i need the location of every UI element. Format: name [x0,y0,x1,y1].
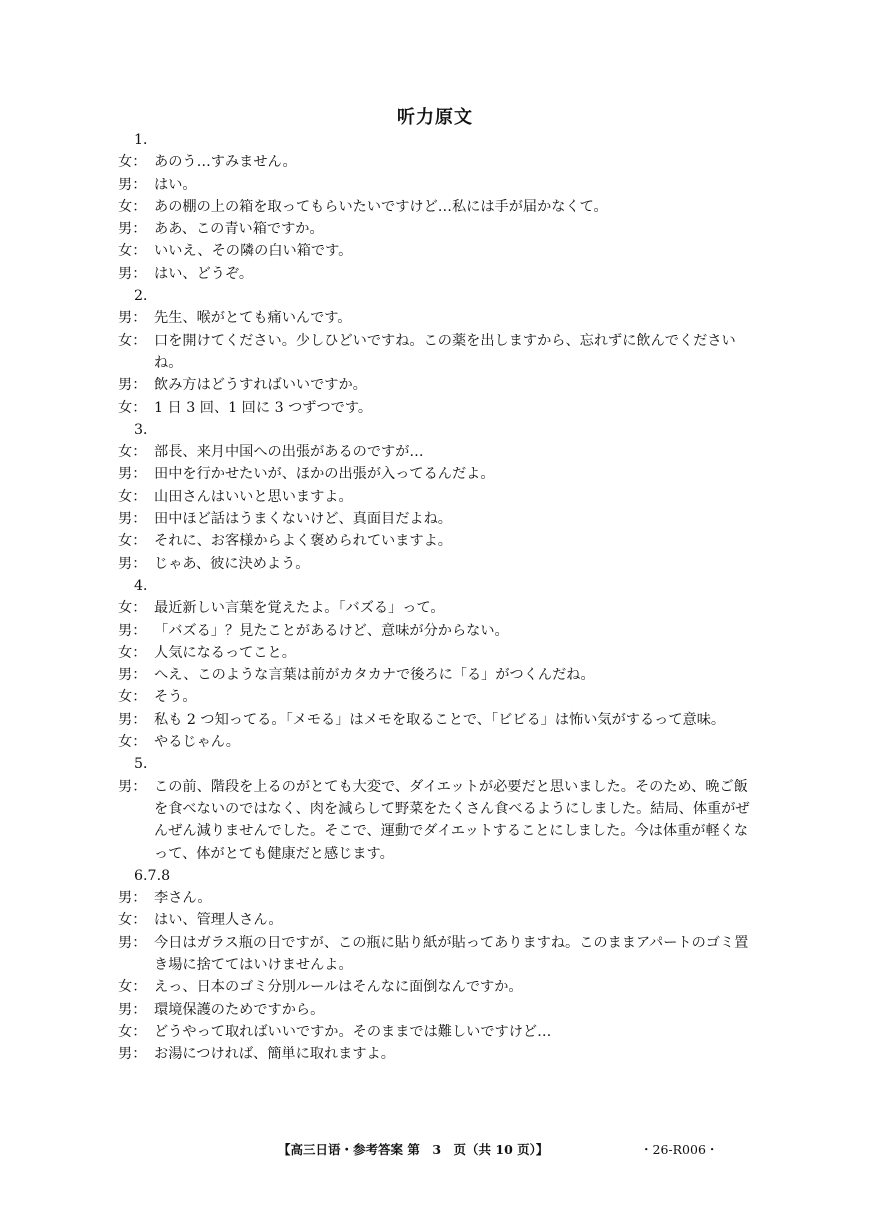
speaker-label: 女： [118,1023,147,1040]
speaker-label: 男： [118,221,147,238]
dialogue-line [118,151,750,173]
speaker-label: 男： [118,377,147,394]
transcript-body [118,129,750,1065]
dialogue-text: 山田さんはいいと思いますよ。 [154,488,353,505]
dialogue-line [118,620,750,642]
speaker-label: 男： [118,511,147,528]
dialogue-line [118,597,750,619]
speaker-label: 男： [118,890,147,907]
dialogue-text: えっ、日本のゴミ分別ルールはそんなに面倒なんですか。 [154,979,523,996]
speaker-label: 男： [118,265,147,282]
speaker-label: 女： [118,198,147,215]
dialogue-text: 飲み方はどうすればいいですか。 [154,377,367,394]
dialogue-line [118,731,750,753]
dialogue-text: 田中を行かせたいが、ほかの出張が入ってるんだよ。 [154,466,495,483]
speaker-label: 女： [118,644,147,661]
dialogue-text: 部長、来月中国への出張があるのですが… [154,444,424,461]
dialogue-text: 私も 2 つ知ってる。「メモる」はメモを取ることで、「ビビる」は怖い気がするって意味。 [154,711,726,728]
speaker-label: 男： [118,934,147,951]
dialogue-text: あの棚の上の箱を取ってもらいたいですけど…私には手が届かなくて。 [154,198,608,215]
speaker-label: 男： [118,176,147,193]
dialogue-text: あのう…すみません。 [154,154,297,171]
speaker-label: 男： [118,555,147,572]
dialogue-line [118,240,750,262]
speaker-label: 男： [118,778,147,795]
speaker-label: 女： [118,600,147,617]
dialogue-text: はい、管理人さん。 [154,912,283,929]
section-number: 6.7.8 [134,867,171,884]
speaker-label: 女： [118,444,147,461]
section-number: 5． [134,756,158,773]
dialogue-text: やるじゃん。 [154,734,240,751]
dialogue-line [118,709,750,731]
dialogue-text: この前、階段を上るのがとても大変で、ダイエットが必要だと思いました。そのため、晩ご飯を食べないのではなく、肉を減らして野菜をたくさん食べるようにしました。結局、体重がぜんぜん減りませんでした。そこで、運動でダイエットすることにしました。今は体重が軽くなって、体がとても健康だと感じます。 [154,778,750,862]
section-number: 1． [134,132,158,148]
section-number: 3． [134,421,158,438]
speaker-label: 女： [118,399,147,416]
dialogue-text: へえ、このような言葉は前がカタカナで後ろに「る」がつくんだね。 [154,667,595,684]
dialogue-line [118,486,750,508]
dialogue-line [118,263,750,285]
dialogue-line [118,887,750,909]
dialogue-text: いいえ、その隣の白い箱です。 [154,243,353,260]
dialogue-line [118,686,750,708]
section-number: 2． [134,288,158,305]
dialogue-line [118,553,750,575]
dialogue-line [118,664,750,686]
dialogue-text: 李さん。 [154,890,212,907]
section-number: 4． [134,577,158,594]
dialogue-line [118,976,750,998]
footer-code: ・26-R006・ [640,1142,719,1157]
speaker-label: 女： [118,734,147,751]
dialogue-line [118,441,750,463]
speaker-label: 女： [118,979,147,996]
speaker-label: 女： [118,154,147,171]
dialogue-text: 「バズる」？見たことがあるけど、意味が分からない。 [154,622,509,639]
speaker-label: 男： [118,1001,147,1018]
dialogue-line [118,1021,750,1043]
dialogue-text: ああ、この青い箱ですか。 [154,221,324,238]
dialogue-line [118,1043,750,1065]
dialogue-line [118,909,750,931]
speaker-label: 女： [118,488,147,505]
dialogue-line [118,330,750,375]
dialogue-text: 人気になるってこと。 [154,644,296,661]
dialogue-text: 最近新しい言葉を覚えたよ。「バズる」って。 [154,600,445,617]
speaker-label: 男： [118,310,147,327]
speaker-label: 男： [118,711,147,728]
speaker-label: 女： [118,689,147,706]
speaker-label: 男： [118,622,147,639]
dialogue-text: お湯につければ、簡単に取れますよ。 [154,1046,395,1063]
dialogue-text: 先生、喉がとても痛いんです。 [154,310,352,327]
dialogue-line [118,307,750,329]
speaker-label: 女： [118,912,147,929]
dialogue-text: 口を開けてください。少しひどいですね。この薬を出しますから、忘れずに飲んでくださいね。 [154,332,736,371]
speaker-label: 女： [118,332,147,349]
dialogue-line [118,374,750,396]
dialogue-line [118,218,750,240]
dialogue-line [118,776,750,865]
dialogue-line [118,174,750,196]
dialogue-text: 田中ほど話はうまくないけど、真面目だよね。 [154,511,452,528]
speaker-label: 男： [118,1046,147,1063]
dialogue-line [118,642,750,664]
speaker-label: 女： [118,243,147,260]
speaker-label: 男： [118,667,147,684]
dialogue-text: 環境保護のためですから。 [154,1001,325,1018]
dialogue-text: どうやって取ればいいですか。そのままでは難しいですけど… [154,1023,552,1040]
dialogue-line [118,999,750,1021]
dialogue-text: はい、どうぞ。 [154,265,254,282]
dialogue-line [118,508,750,530]
dialogue-text: 今日はガラス瓶の日ですが、この瓶に貼り紙が貼ってありますね。このままアパートのゴミ置き場に捨ててはいけませんよ。 [154,934,749,973]
page-title: 听力原文 [397,107,473,128]
footer-page-info: 【高三日语・参考答案 第 3 页（共 10 页）】 [278,1142,549,1157]
dialogue-line [118,196,750,218]
dialogue-line [118,397,750,419]
dialogue-text: じゃあ、彼に決めよう。 [154,555,310,572]
dialogue-line [118,530,750,552]
dialogue-text: 1 日 3 回、1 回に 3 つずつです。 [154,399,373,416]
dialogue-text: はい。 [154,176,197,193]
dialogue-text: そう。 [154,689,197,706]
dialogue-text: それに、お客様からよく褒められていますよ。 [154,533,452,550]
speaker-label: 女： [118,533,147,550]
dialogue-line [118,932,750,977]
dialogue-line [118,463,750,485]
speaker-label: 男： [118,466,147,483]
